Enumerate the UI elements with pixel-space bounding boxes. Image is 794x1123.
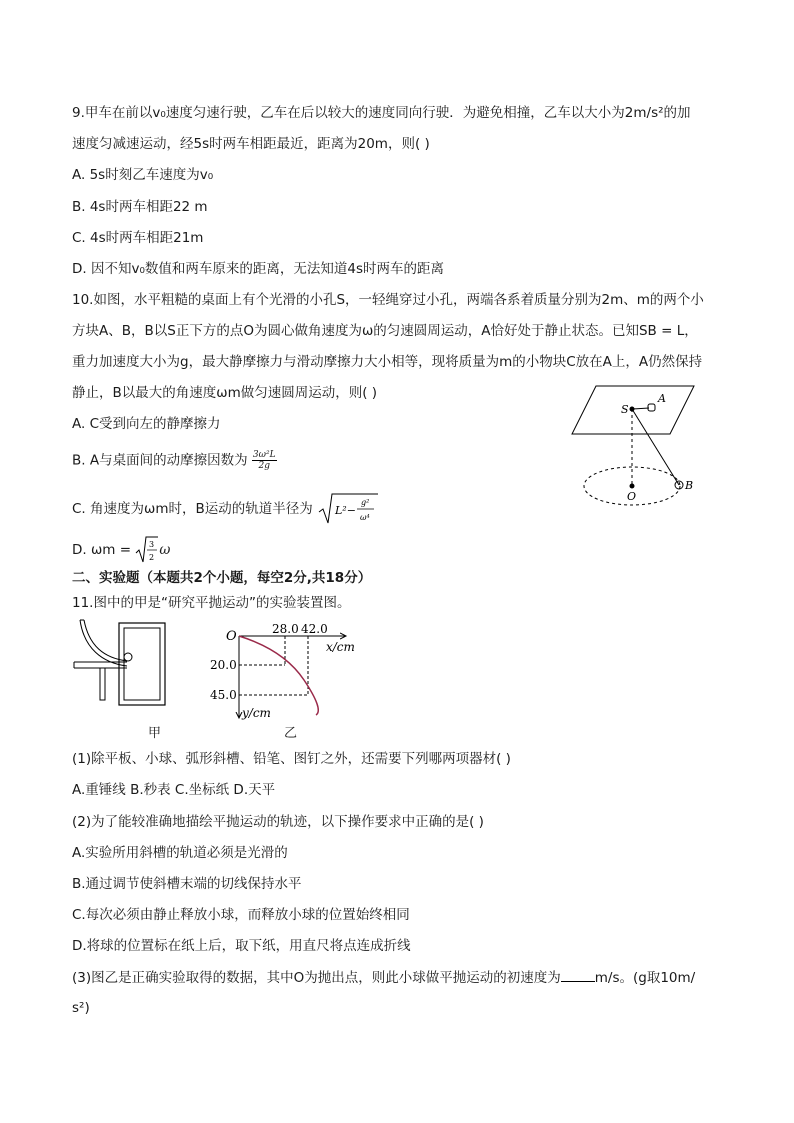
x-tick-28: 28.0 xyxy=(272,622,299,636)
q11-sub2-option-d: D.将球的位置标在纸上后，取下纸，用直尺将点连成折线 xyxy=(72,938,411,954)
section-heading: 二、实验题（本题共2个小题，每空2分,共18分） xyxy=(72,570,372,586)
q10-stem-line4: 静止，B以最大的角速度ωm做匀速圆周运动，则( ) xyxy=(72,385,378,401)
q10-option-c-expr: L²− xyxy=(335,504,356,517)
q11-sub1: (1)除平板、小球、弧形斜槽、铅笔、图钉之外，还需要下列哪两项器材( ) xyxy=(72,751,511,767)
q11-sub2-option-a: A.实验所用斜槽的轨道必须是光滑的 xyxy=(72,845,288,861)
figure-yi-graph xyxy=(210,620,364,720)
q10-option-c-denominator: ω⁴ xyxy=(360,513,370,522)
q10-option-b-denominator: 2g xyxy=(258,461,270,471)
q11-sub3-cont: s²) xyxy=(72,1000,90,1016)
q10-option-d-numerator: 3 xyxy=(149,540,155,549)
q10-option-b-text: B. A与桌面间的动摩擦因数为 xyxy=(72,452,248,469)
y-tick-45: 45.0 xyxy=(210,688,237,702)
q10-option-c xyxy=(72,492,379,526)
q11-sub2-option-b: B.通过调节使斜槽末端的切线保持水平 xyxy=(72,876,302,892)
x-axis-label: x/cm xyxy=(326,640,355,654)
answer-blank[interactable] xyxy=(561,967,595,982)
figure-jia-caption: 甲 xyxy=(148,726,162,741)
q10-stem-line1: 10.如图，水平粗糙的桌面上有个光滑的小孔S，一轻绳穿过小孔，两端各系着质量分别为2m、m的两个小 xyxy=(72,292,704,308)
q10-figure xyxy=(570,382,700,508)
q11-sub3-unit: m/s。(g取10m/ xyxy=(594,970,696,986)
q10-option-d xyxy=(72,535,170,565)
q10-option-b-numerator: 3ω²L xyxy=(252,450,276,460)
q9-option-c: C. 4s时两车相距21m xyxy=(72,230,204,246)
q11-stem: 11.图中的甲是“研究平抛运动”的实验装置图。 xyxy=(72,595,351,611)
graph-origin-label: O xyxy=(226,629,237,644)
x-tick-42: 42.0 xyxy=(301,622,328,636)
q10-option-d-denominator: 2 xyxy=(149,553,155,562)
q10-option-d-text: D. ωm = xyxy=(72,542,132,558)
q9-option-a: A. 5s时刻乙车速度为v₀ xyxy=(72,167,214,183)
figure-jia-apparatus xyxy=(72,618,172,710)
q10-option-b xyxy=(72,450,277,471)
q11-sub3 xyxy=(72,967,695,988)
figure-yi-caption: 乙 xyxy=(284,726,298,741)
q9-option-d: D. 因不知v₀数值和两车原来的距离，无法知道4s时两车的距离 xyxy=(72,261,445,277)
fig-label-a: A xyxy=(658,392,666,405)
y-tick-20: 20.0 xyxy=(210,658,237,672)
sqrt-sign-icon xyxy=(317,492,379,526)
q10-option-a: A. C受到向左的静摩擦力 xyxy=(72,416,221,432)
q11-sub2: (2)为了能较准确地描绘平抛运动的轨迹，以下操作要求中正确的是( ) xyxy=(72,814,484,830)
q9-option-b: B. 4s时两车相距22 m xyxy=(72,199,208,215)
q11-sub2-option-c: C.每次必须由静止释放小球，而释放小球的位置始终相同 xyxy=(72,907,410,923)
fig-label-b: B xyxy=(685,479,694,492)
fig-label-o: O xyxy=(627,490,637,503)
q10-option-d-omega: ω xyxy=(159,542,171,558)
q11-sub3-text: (3)图乙是正确实验取得的数据，其中O为抛出点，则此小球做平抛运动的初速度为 xyxy=(72,970,561,986)
q10-option-c-sqrt xyxy=(317,492,379,526)
q10-option-c-text: C. 角速度为ωm时，B运动的轨道半径为 xyxy=(72,501,313,517)
q10-option-b-fraction xyxy=(252,450,277,471)
q10-option-c-numerator: g² xyxy=(361,498,370,507)
q9-stem-line1: 9.甲车在前以v₀速度匀速行驶，乙车在后以较大的速度同向行驶．为避免相撞，乙车以大小为2m/s²的加 xyxy=(72,105,691,121)
sqrt-sign-icon xyxy=(135,535,159,565)
q10-stem-line2: 方块A、B，B以S正下方的点O为圆心做角速度为ω的匀速圆周运动，A恰好处于静止状态。已知SB = L， xyxy=(72,323,698,339)
fig-label-s: S xyxy=(621,403,629,416)
q9-stem-line2: 速度匀减速运动，经5s时两车相距最近，距离为20m，则( ) xyxy=(72,136,430,152)
q11-sub1-options: A.重锤线 B.秒表 C.坐标纸 D.天平 xyxy=(72,782,276,798)
y-axis-label: y/cm xyxy=(242,706,271,720)
q10-stem-line3: 重力加速度大小为g，最大静摩擦力与滑动摩擦力大小相等，现将质量为m的小物块C放在A上，A仍然保持 xyxy=(72,354,703,370)
